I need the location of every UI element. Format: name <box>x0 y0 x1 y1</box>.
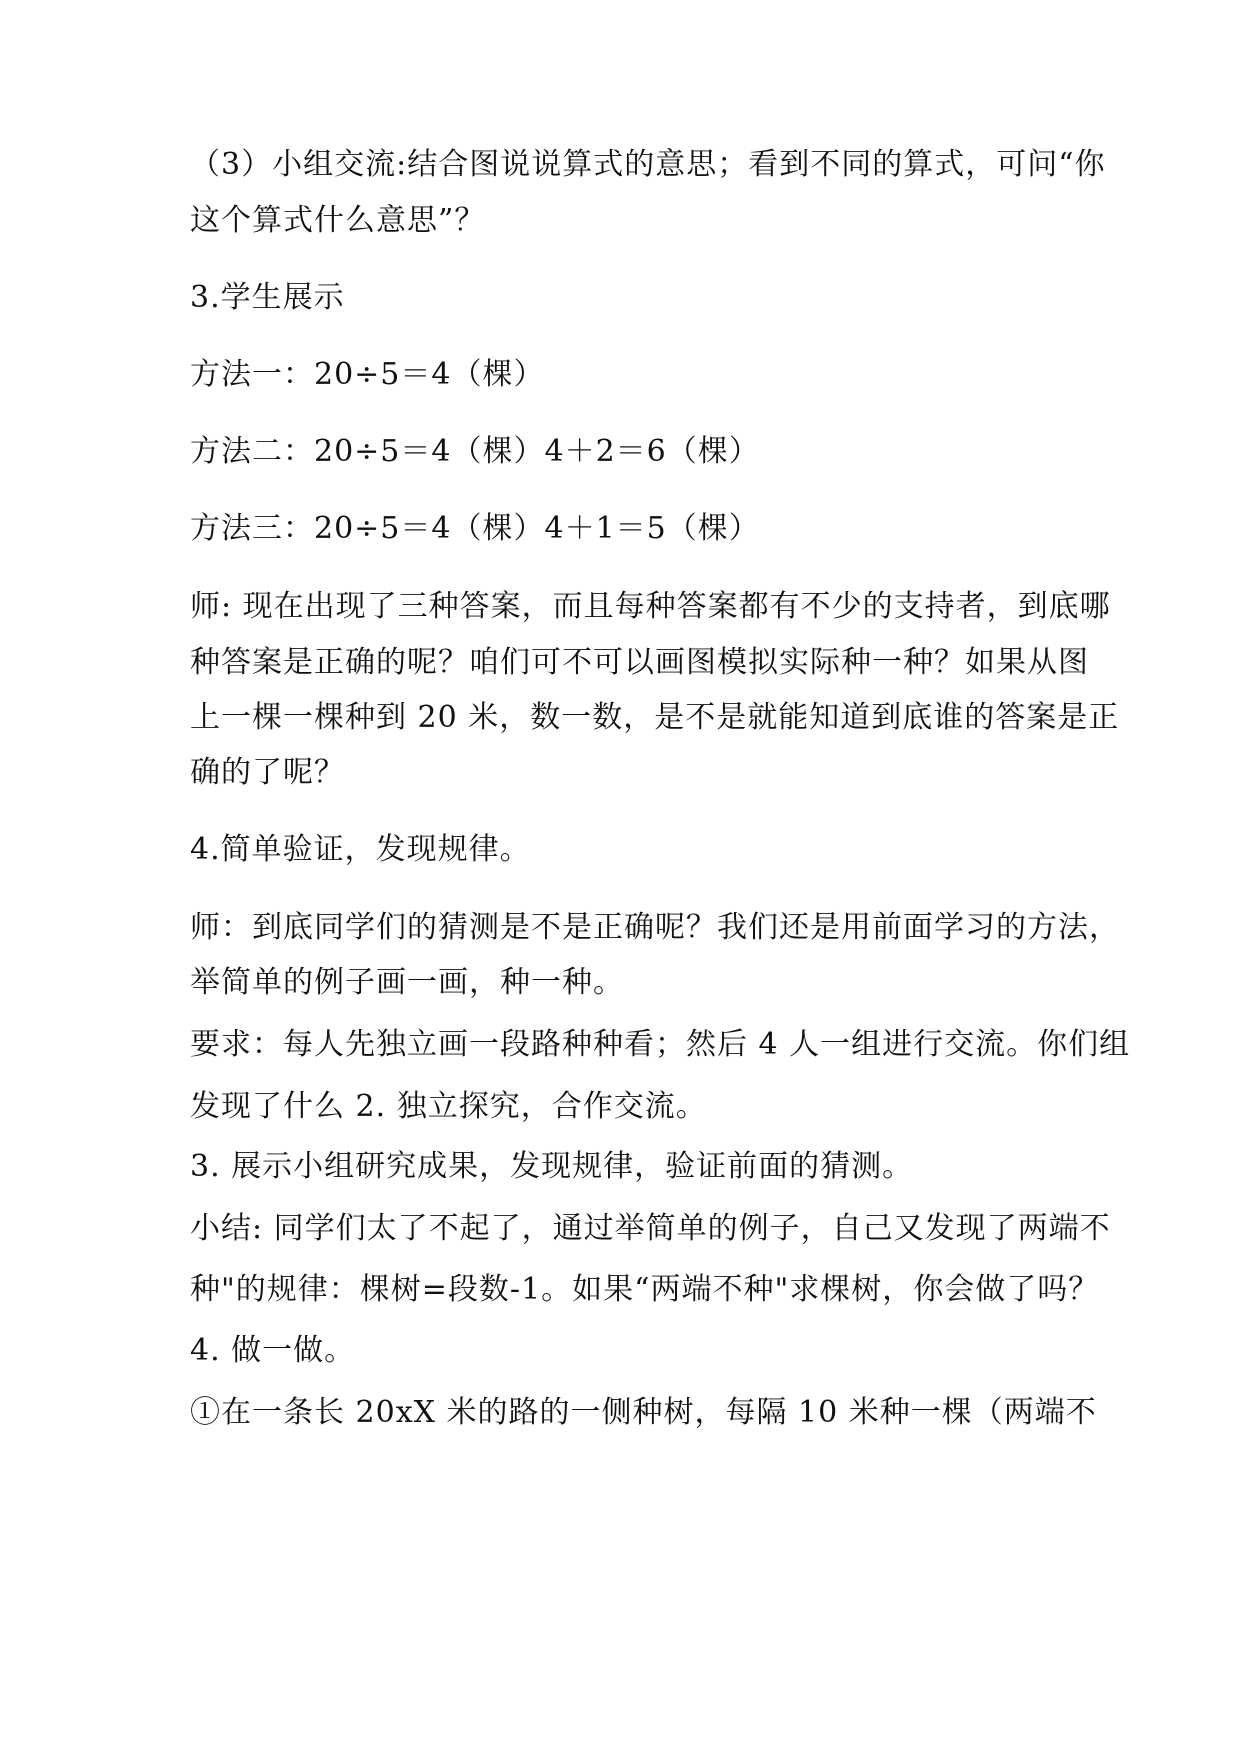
text-line-10: 确的了呢？ <box>190 755 345 790</box>
text-line-15: 发现了什么 2. 独立探究，合作交流。 <box>190 1089 707 1124</box>
text-line-2: 这个算式什么意思”？ <box>190 203 486 238</box>
text-line-19: 4. 做一做。 <box>190 1333 356 1368</box>
text-line-17: 小结: 同学们太了不起了，通过举简单的例子，自己又发现了两端不 <box>190 1211 1111 1246</box>
text-line-4: 方法一：20÷5＝4（棵） <box>190 357 545 392</box>
text-line-1: （3）小组交流:结合图说说算式的意思；看到不同的算式，可问“你 <box>190 147 1106 182</box>
text-line-8: 种答案是正确的呢？咱们可不可以画图模拟实际种一种？如果从图 <box>190 645 1089 680</box>
text-line-18: 种"的规律：棵树=段数-1。如果“两端不种"求棵树，你会做了吗？ <box>190 1272 1100 1307</box>
text-line-9: 上一棵一棵种到 20 米，数一数，是不是就能知道到底谁的答案是正 <box>190 700 1120 735</box>
text-line-5: 方法二：20÷5＝4（棵）4＋2＝6（棵） <box>190 434 760 469</box>
text-line-12: 师：到底同学们的猜测是不是正确呢？我们还是用前面学习的方法， <box>190 910 1120 945</box>
text-line-13: 举简单的例子画一画，种一种。 <box>190 965 624 1000</box>
text-line-14: 要求：每人先独立画一段路种种看；然后 4 人一组进行交流。你们组 <box>190 1027 1131 1062</box>
text-line-20: ①在一条长 20xX 米的路的一侧种树，每隔 10 米种一棵（两端不 <box>190 1395 1097 1430</box>
text-line-16: 3. 展示小组研究成果，发现规律，验证前面的猜测。 <box>190 1149 914 1184</box>
text-line-3: 3.学生展示 <box>190 280 345 315</box>
text-line-7: 师: 现在出现了三种答案，而且每种答案都有不少的支持者，到底哪 <box>190 589 1111 624</box>
text-line-11: 4.简单验证，发现规律。 <box>190 832 531 867</box>
text-line-6: 方法三：20÷5＝4（棵）4＋1＝5（棵） <box>190 511 760 546</box>
